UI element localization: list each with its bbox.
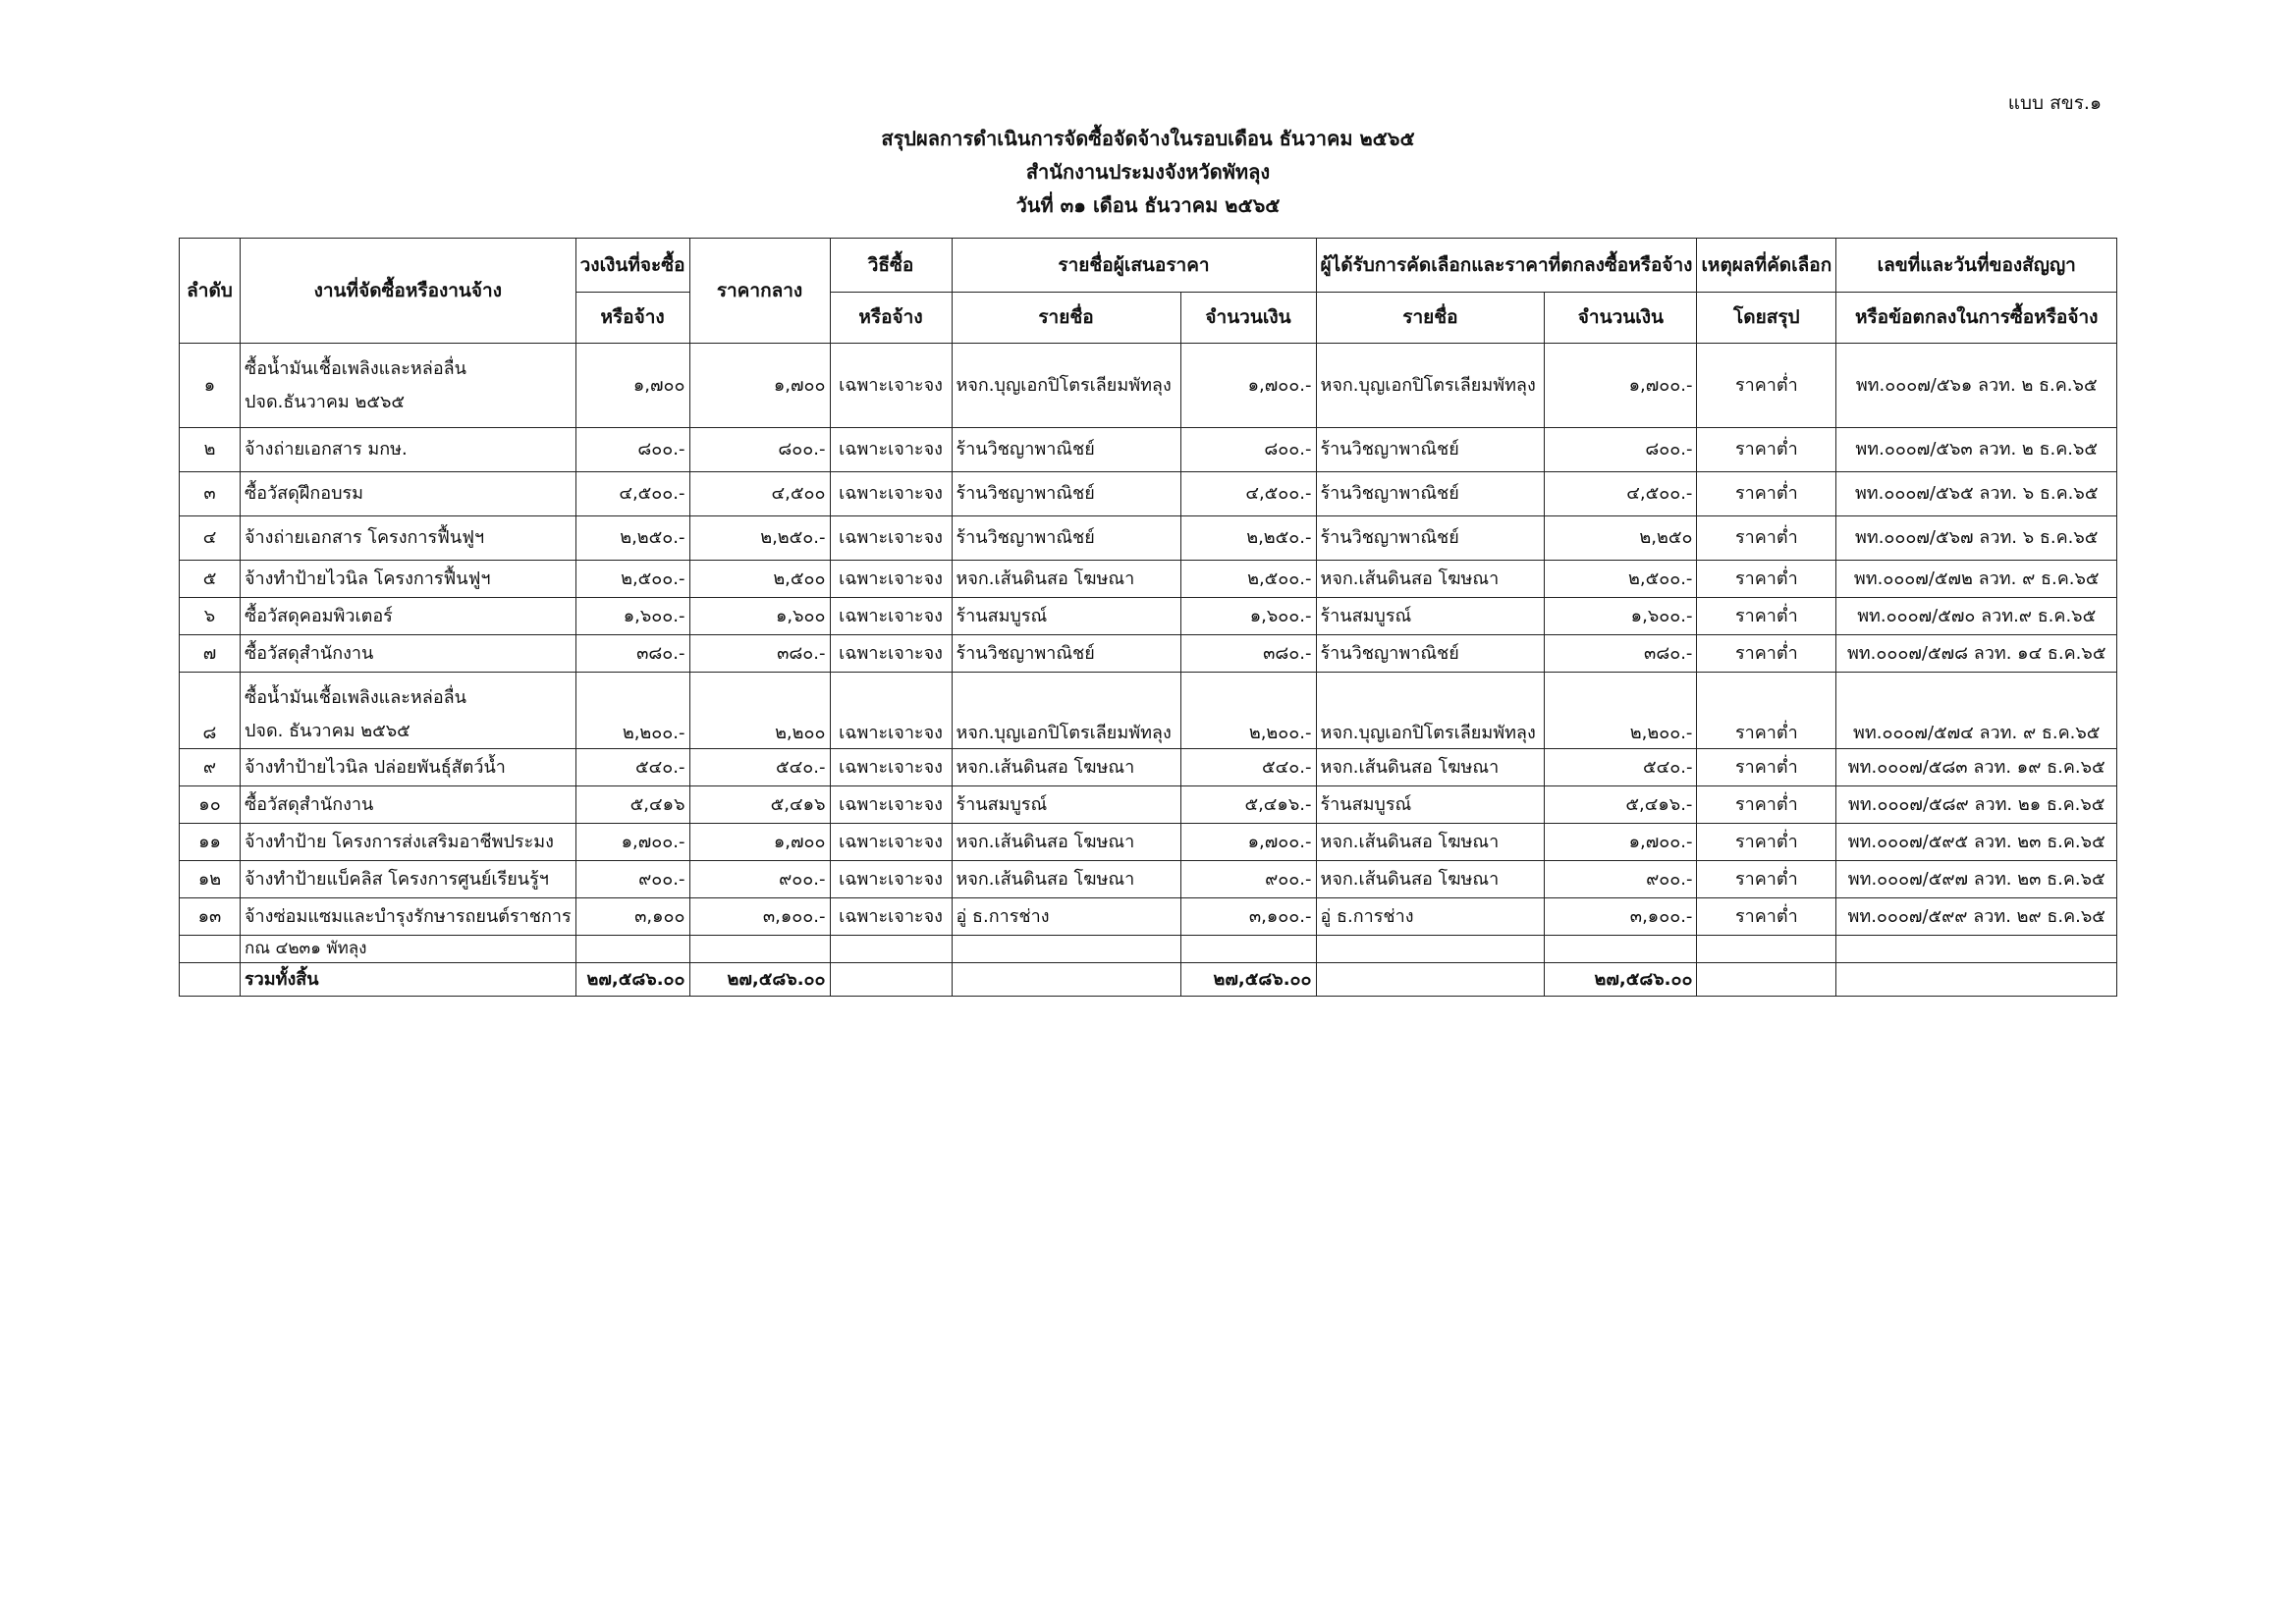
row-win-amount: ๑,๗๐๐.-	[1545, 824, 1697, 861]
row-median-price: ๓,๑๐๐.-	[689, 898, 830, 936]
row-seq: ๒	[180, 428, 241, 472]
header-reason: เหตุผลที่คัดเลือก	[1697, 239, 1836, 293]
empty-cell	[1697, 963, 1836, 997]
row-win-amount: ๕,๔๑๖.-	[1545, 786, 1697, 824]
empty-cell	[830, 936, 952, 963]
row-method: เฉพาะเจาะจง	[830, 824, 952, 861]
row-median-price: ๕๔๐.-	[689, 749, 830, 786]
row-bidder-name: หจก.เส้นดินสอ โฆษณา	[952, 561, 1180, 598]
row-method: เฉพาะเจาะจง	[830, 673, 952, 749]
row-seq: ๔	[180, 516, 241, 561]
table-row	[180, 472, 2117, 516]
row-contract: พท.๐๐๐๗/๕๘๓ ลวท. ๑๙ ธ.ค.๖๕	[1836, 749, 2117, 786]
row-item: จ้างทำป้ายแบ็คลิส โครงการศูนย์เรียนรู้ฯ	[241, 861, 576, 898]
row-seq: ๘	[180, 673, 241, 749]
row-winner-name: ร้านวิชญาพาณิชย์	[1316, 472, 1545, 516]
row-item: จ้างถ่ายเอกสาร มกษ.	[241, 428, 576, 472]
row-method: เฉพาะเจาะจง	[830, 344, 952, 428]
row-seq: ๑๓	[180, 898, 241, 936]
row-median-price: ๑,๗๐๐	[689, 824, 830, 861]
row-win-amount: ๓,๑๐๐.-	[1545, 898, 1697, 936]
row-seq: ๖	[180, 598, 241, 635]
row-bid-amount: ๓,๑๐๐.-	[1180, 898, 1316, 936]
row-contract: พท.๐๐๐๗/๕๙๕ ลวท. ๒๓ ธ.ค.๖๕	[1836, 824, 2117, 861]
row-bidder-name: ร้านสมบูรณ์	[952, 786, 1180, 824]
row-seq: ๑	[180, 344, 241, 428]
row-bid-amount: ๙๐๐.-	[1180, 861, 1316, 898]
row-budget: ๑,๖๐๐.-	[575, 598, 689, 635]
row-method: เฉพาะเจาะจง	[830, 635, 952, 673]
row-item-continuation: กณ ๔๒๓๑ พัทลุง	[241, 936, 576, 963]
row-bid-amount: ๒,๒๕๐.-	[1180, 516, 1316, 561]
row-contract: พท.๐๐๐๗/๕๗๘ ลวท. ๑๔ ธ.ค.๖๕	[1836, 635, 2117, 673]
row-bid-amount: ๒,๒๐๐.-	[1180, 673, 1316, 749]
table-row	[180, 673, 2117, 749]
title-line-1: สรุปผลการดำเนินการจัดซื้อจัดจ้างในรอบเดือน ธันวาคม ๒๕๖๕	[881, 127, 1415, 150]
row-bid-amount: ๑,๗๐๐.-	[1180, 824, 1316, 861]
row-winner-name: อู่ ธ.การช่าง	[1316, 898, 1545, 936]
header-selected-amount: จำนวนเงิน	[1545, 293, 1697, 344]
form-code: แบบ สขร.๑	[2007, 92, 2102, 114]
row-bid-amount: ๓๘๐.-	[1180, 635, 1316, 673]
header-reason-2: โดยสรุป	[1697, 293, 1836, 344]
empty-cell	[952, 963, 1180, 997]
row-method: เฉพาะเจาะจง	[830, 561, 952, 598]
row-win-amount: ๕๔๐.-	[1545, 749, 1697, 786]
row-bidder-name: ร้านวิชญาพาณิชย์	[952, 635, 1180, 673]
row-bidder-name: หจก.เส้นดินสอ โฆษณา	[952, 861, 1180, 898]
table-row	[180, 598, 2117, 635]
row-reason: ราคาต่ำ	[1697, 344, 1836, 428]
row-winner-name: หจก.บุญเอกปิโตรเลียมพัทลุง	[1316, 344, 1545, 428]
row-budget: ๑,๗๐๐	[575, 344, 689, 428]
row-median-price: ๘๐๐.-	[689, 428, 830, 472]
empty-cell	[689, 936, 830, 963]
row-contract: พท.๐๐๐๗/๕๙๙ ลวท. ๒๙ ธ.ค.๖๕	[1836, 898, 2117, 936]
row-bid-amount: ๘๐๐.-	[1180, 428, 1316, 472]
empty-cell	[1836, 963, 2117, 997]
row-bidder-name: หจก.เส้นดินสอ โฆษณา	[952, 749, 1180, 786]
row-method: เฉพาะเจาะจง	[830, 598, 952, 635]
empty-cell	[830, 963, 952, 997]
empty-cell	[1545, 936, 1697, 963]
header-selected-name: รายชื่อ	[1316, 293, 1545, 344]
empty-cell	[1180, 936, 1316, 963]
row-median-price: ๔,๕๐๐	[689, 472, 830, 516]
row-budget: ๕๔๐.-	[575, 749, 689, 786]
row-method: เฉพาะเจาะจง	[830, 472, 952, 516]
header-budget-2: หรือจ้าง	[575, 293, 689, 344]
row-budget: ๔,๕๐๐.-	[575, 472, 689, 516]
empty-cell	[180, 963, 241, 997]
table-row	[180, 516, 2117, 561]
row-item	[241, 344, 576, 428]
row-item: จ้างทำป้ายไวนิล ปล่อยพันธุ์สัตว์น้ำ	[241, 749, 576, 786]
row-method: เฉพาะเจาะจง	[830, 786, 952, 824]
row-item-line-2: ปจด. ธันวาคม ๒๕๖๕	[245, 721, 410, 741]
header-method: วิธีซื้อ	[830, 239, 952, 293]
row-budget: ๓,๑๐๐	[575, 898, 689, 936]
row-contract: พท.๐๐๐๗/๕๗๐ ลวท.๙ ธ.ค.๖๕	[1836, 598, 2117, 635]
total-bid-amount: ๒๗,๕๘๖.๐๐	[1180, 963, 1316, 997]
row-winner-name: หจก.เส้นดินสอ โฆษณา	[1316, 824, 1545, 861]
row-bidder-name: ร้านวิชญาพาณิชย์	[952, 428, 1180, 472]
header-budget: วงเงินที่จะซื้อ	[575, 239, 689, 293]
total-win-amount: ๒๗,๕๘๖.๐๐	[1545, 963, 1697, 997]
total-label: รวมทั้งสิ้น	[241, 963, 576, 997]
table-row-continuation	[180, 936, 2117, 963]
row-win-amount: ๘๐๐.-	[1545, 428, 1697, 472]
row-median-price: ๒,๒๐๐	[689, 673, 830, 749]
row-seq: ๑๐	[180, 786, 241, 824]
row-seq: ๓	[180, 472, 241, 516]
row-bid-amount: ๕,๔๑๖.-	[1180, 786, 1316, 824]
row-bid-amount: ๒,๕๐๐.-	[1180, 561, 1316, 598]
row-seq: ๑๒	[180, 861, 241, 898]
row-contract: พท.๐๐๐๗/๕๗๒ ลวท. ๙ ธ.ค.๖๕	[1836, 561, 2117, 598]
row-item: จ้างทำป้ายไวนิล โครงการฟื้นฟูฯ	[241, 561, 576, 598]
row-bidder-name: หจก.บุญเอกปิโตรเลียมพัทลุง	[952, 673, 1180, 749]
row-item: จ้างทำป้าย โครงการส่งเสริมอาชีพประมง	[241, 824, 576, 861]
row-median-price: ๓๘๐.-	[689, 635, 830, 673]
header-method-2: หรือจ้าง	[830, 293, 952, 344]
row-median-price: ๑,๖๐๐	[689, 598, 830, 635]
empty-cell	[180, 936, 241, 963]
row-method: เฉพาะเจาะจง	[830, 749, 952, 786]
row-seq: ๙	[180, 749, 241, 786]
row-method: เฉพาะเจาะจง	[830, 898, 952, 936]
row-contract: พท.๐๐๐๗/๕๖๓ ลวท. ๒ ธ.ค.๖๕	[1836, 428, 2117, 472]
row-item: ซื้อวัสดุคอมพิวเตอร์	[241, 598, 576, 635]
row-contract: พท.๐๐๐๗/๕๘๙ ลวท. ๒๑ ธ.ค.๖๕	[1836, 786, 2117, 824]
table-row	[180, 344, 2117, 428]
row-contract: พท.๐๐๐๗/๕๖๗ ลวท. ๖ ธ.ค.๖๕	[1836, 516, 2117, 561]
row-method: เฉพาะเจาะจง	[830, 861, 952, 898]
empty-cell	[1697, 936, 1836, 963]
row-bidder-name: ร้านวิชญาพาณิชย์	[952, 516, 1180, 561]
row-reason: ราคาต่ำ	[1697, 898, 1836, 936]
header-contract: เลขที่และวันที่ของสัญญา	[1836, 239, 2117, 293]
row-item: ซื้อวัสดุสำนักงาน	[241, 786, 576, 824]
empty-cell	[1316, 963, 1545, 997]
row-bid-amount: ๑,๗๐๐.-	[1180, 344, 1316, 428]
row-win-amount: ๓๘๐.-	[1545, 635, 1697, 673]
title-line-2: สำนักงานประมงจังหวัดพัทลุง	[1025, 160, 1271, 184]
empty-cell	[1836, 936, 2117, 963]
row-reason: ราคาต่ำ	[1697, 561, 1836, 598]
row-budget: ๒,๒๐๐.-	[575, 673, 689, 749]
row-bidder-name: หจก.บุญเอกปิโตรเลียมพัทลุง	[952, 344, 1180, 428]
row-bid-amount: ๕๔๐.-	[1180, 749, 1316, 786]
row-budget: ๙๐๐.-	[575, 861, 689, 898]
title-line-3: วันที่ ๓๑ เดือน ธันวาคม ๒๕๖๕	[1015, 193, 1281, 217]
row-bidder-name: ร้านวิชญาพาณิชย์	[952, 472, 1180, 516]
row-winner-name: ร้านสมบูรณ์	[1316, 786, 1545, 824]
table-row	[180, 824, 2117, 861]
header-bidders-name: รายชื่อ	[952, 293, 1180, 344]
header-item: งานที่จัดซื้อหรืองานจ้าง	[241, 239, 576, 344]
header-contract-2: หรือข้อตกลงในการซื้อหรือจ้าง	[1836, 293, 2117, 344]
row-bidder-name: ร้านสมบูรณ์	[952, 598, 1180, 635]
row-win-amount: ๑,๖๐๐.-	[1545, 598, 1697, 635]
row-winner-name: หจก.บุญเอกปิโตรเลียมพัทลุง	[1316, 673, 1545, 749]
table-row	[180, 561, 2117, 598]
row-winner-name: ร้านวิชญาพาณิชย์	[1316, 428, 1545, 472]
row-median-price: ๑,๗๐๐	[689, 344, 830, 428]
row-reason: ราคาต่ำ	[1697, 824, 1836, 861]
row-median-price: ๒,๕๐๐	[689, 561, 830, 598]
row-reason: ราคาต่ำ	[1697, 635, 1836, 673]
row-contract: พท.๐๐๐๗/๕๖๕ ลวท. ๖ ธ.ค.๖๕	[1836, 472, 2117, 516]
table-row	[180, 861, 2117, 898]
row-median-price: ๕,๔๑๖	[689, 786, 830, 824]
row-budget: ๓๘๐.-	[575, 635, 689, 673]
row-win-amount: ๒,๒๕๐	[1545, 516, 1697, 561]
row-item-line-1: ซื้อน้ำมันเชื้อเพลิงและหล่อลื่น	[245, 687, 466, 708]
header-bidders-amount: จำนวนเงิน	[1180, 293, 1316, 344]
row-item-line-2: ปจด.ธันวาคม ๒๕๖๕	[245, 391, 406, 412]
row-winner-name: ร้านวิชญาพาณิชย์	[1316, 516, 1545, 561]
row-seq: ๑๑	[180, 824, 241, 861]
row-item	[241, 673, 576, 749]
row-reason: ราคาต่ำ	[1697, 861, 1836, 898]
row-win-amount: ๒,๒๐๐.-	[1545, 673, 1697, 749]
row-winner-name: หจก.เส้นดินสอ โฆษณา	[1316, 861, 1545, 898]
row-winner-name: ร้านวิชญาพาณิชย์	[1316, 635, 1545, 673]
total-budget: ๒๗,๕๘๖.๐๐	[575, 963, 689, 997]
header-bidders: รายชื่อผู้เสนอราคา	[952, 239, 1316, 293]
row-reason: ราคาต่ำ	[1697, 598, 1836, 635]
row-bid-amount: ๔,๕๐๐.-	[1180, 472, 1316, 516]
row-budget: ๘๐๐.-	[575, 428, 689, 472]
empty-cell	[952, 936, 1180, 963]
row-reason: ราคาต่ำ	[1697, 749, 1836, 786]
row-budget: ๒,๒๕๐.-	[575, 516, 689, 561]
row-winner-name: หจก.เส้นดินสอ โฆษณา	[1316, 561, 1545, 598]
table-row	[180, 898, 2117, 936]
row-method: เฉพาะเจาะจง	[830, 516, 952, 561]
row-item: ซื้อวัสดุฝึกอบรม	[241, 472, 576, 516]
row-contract: พท.๐๐๐๗/๕๗๔ ลวท. ๙ ธ.ค.๖๕	[1836, 673, 2117, 749]
row-reason: ราคาต่ำ	[1697, 472, 1836, 516]
row-item-line-1: ซื้อน้ำมันเชื้อเพลิงและหล่อลื่น	[245, 357, 466, 379]
row-reason: ราคาต่ำ	[1697, 428, 1836, 472]
row-win-amount: ๙๐๐.-	[1545, 861, 1697, 898]
row-winner-name: หจก.เส้นดินสอ โฆษณา	[1316, 749, 1545, 786]
row-win-amount: ๔,๕๐๐.-	[1545, 472, 1697, 516]
procurement-table	[179, 238, 2117, 997]
document-titles	[0, 122, 2296, 222]
row-median-price: ๒,๒๕๐.-	[689, 516, 830, 561]
header-seq: ลำดับ	[180, 239, 241, 344]
row-budget: ๕,๔๑๖	[575, 786, 689, 824]
row-item: จ้างถ่ายเอกสาร โครงการฟื้นฟูฯ	[241, 516, 576, 561]
row-reason: ราคาต่ำ	[1697, 516, 1836, 561]
row-item: ซื้อวัสดุสำนักงาน	[241, 635, 576, 673]
row-reason: ราคาต่ำ	[1697, 673, 1836, 749]
empty-cell	[1316, 936, 1545, 963]
table-row	[180, 428, 2117, 472]
row-contract: พท.๐๐๐๗/๕๖๑ ลวท. ๒ ธ.ค.๖๕	[1836, 344, 2117, 428]
row-win-amount: ๒,๕๐๐.-	[1545, 561, 1697, 598]
row-method: เฉพาะเจาะจง	[830, 428, 952, 472]
row-bid-amount: ๑,๖๐๐.-	[1180, 598, 1316, 635]
table-row	[180, 749, 2117, 786]
row-contract: พท.๐๐๐๗/๕๙๗ ลวท. ๒๓ ธ.ค.๖๕	[1836, 861, 2117, 898]
row-budget: ๑,๗๐๐.-	[575, 824, 689, 861]
total-median-price: ๒๗,๕๘๖.๐๐	[689, 963, 830, 997]
row-seq: ๗	[180, 635, 241, 673]
row-win-amount: ๑,๗๐๐.-	[1545, 344, 1697, 428]
row-reason: ราคาต่ำ	[1697, 786, 1836, 824]
row-item: จ้างซ่อมแซมและบำรุงรักษารถยนต์ราชการ	[241, 898, 576, 936]
row-bidder-name: หจก.เส้นดินสอ โฆษณา	[952, 824, 1180, 861]
empty-cell	[575, 936, 689, 963]
table-row-total	[180, 963, 2117, 997]
row-bidder-name: อู่ ธ.การช่าง	[952, 898, 1180, 936]
row-budget: ๒,๕๐๐.-	[575, 561, 689, 598]
row-median-price: ๙๐๐.-	[689, 861, 830, 898]
table-row	[180, 786, 2117, 824]
row-seq: ๕	[180, 561, 241, 598]
header-selected: ผู้ได้รับการคัดเลือกและราคาที่ตกลงซื้อหรือจ้าง	[1316, 239, 1697, 293]
table-row	[180, 635, 2117, 673]
row-winner-name: ร้านสมบูรณ์	[1316, 598, 1545, 635]
header-median-price: ราคากลาง	[689, 239, 830, 344]
